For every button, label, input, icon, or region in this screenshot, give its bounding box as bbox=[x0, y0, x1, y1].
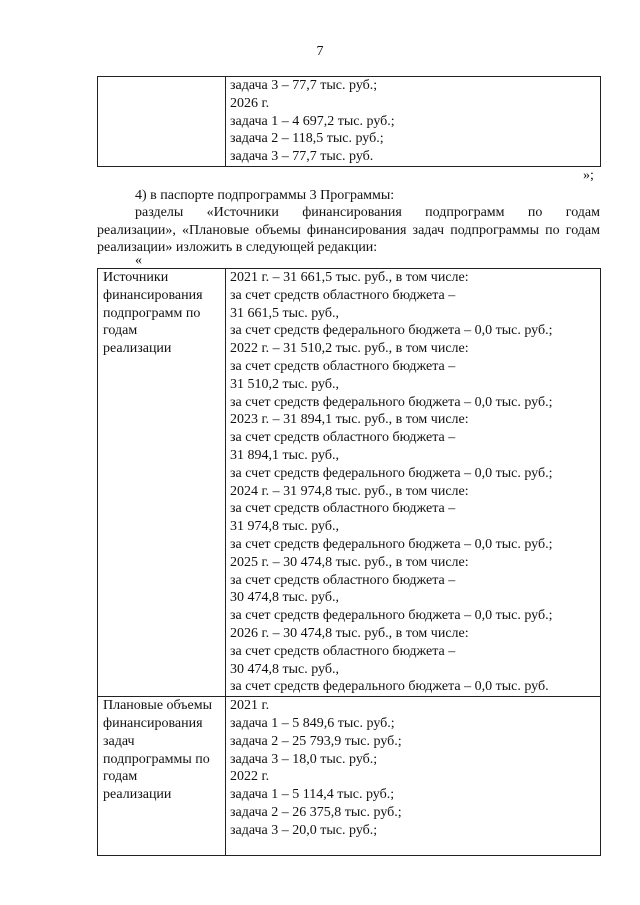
paragraph-rest: реализации», «Плановые объемы финансирования задач подпрограммы по годам реализации» изложить в следующей редакции: bbox=[97, 222, 600, 255]
value-line: задача 2 – 25 793,9 тыс. руб.; bbox=[230, 733, 402, 749]
value-line: задача 3 – 20,0 тыс. руб.; bbox=[230, 822, 378, 838]
value-line: за счет средств областного бюджета – bbox=[230, 358, 456, 374]
value-line: за счет средств областного бюджета – bbox=[230, 501, 456, 517]
label-line: Плановые объемы bbox=[103, 698, 213, 714]
value-line: 2026 г. bbox=[230, 95, 270, 111]
value-line: 2025 г. – 30 474,8 тыс. руб., в том числе: bbox=[230, 554, 469, 570]
value-cell bbox=[226, 77, 601, 167]
continuation-table bbox=[97, 76, 601, 167]
value-line: за счет средств областного бюджета – bbox=[230, 287, 456, 303]
table-row bbox=[98, 77, 601, 167]
label-line: Источники bbox=[103, 270, 169, 285]
value-line: за счет средств федерального бюджета – 0,0 тыс. руб.; bbox=[230, 323, 553, 339]
value-cell bbox=[226, 697, 601, 856]
value-line: за счет средств федерального бюджета – 0,0 тыс. руб.; bbox=[230, 394, 553, 410]
page-number: 7 bbox=[316, 44, 324, 59]
value-line: за счет средств федерального бюджета – 0,0 тыс. руб. bbox=[230, 679, 549, 695]
value-line: за счет средств федерального бюджета – 0,0 тыс. руб.; bbox=[230, 608, 553, 624]
paragraph-body bbox=[97, 204, 600, 257]
table-row bbox=[98, 697, 601, 856]
opening-quote: « bbox=[135, 253, 142, 268]
value-line: 31 974,8 тыс. руб., bbox=[230, 519, 339, 535]
value-line: за счет средств федерального бюджета – 0,0 тыс. руб.; bbox=[230, 536, 553, 552]
table-row bbox=[98, 269, 601, 697]
value-line: 30 474,8 тыс. руб., bbox=[230, 661, 339, 677]
paragraph-first-line: разделы «Источники финансирования подпрограмм по годам bbox=[135, 205, 600, 220]
label-line: годам bbox=[103, 323, 138, 339]
paragraph-heading: 4) в паспорте подпрограммы 3 Программы: bbox=[135, 188, 395, 203]
value-line: 31 510,2 тыс. руб., bbox=[230, 376, 339, 392]
value-line: 31 661,5 тыс. руб., bbox=[230, 305, 339, 321]
value-line: задача 2 – 118,5 тыс. руб.; bbox=[230, 131, 384, 147]
label-line: финансирования bbox=[103, 287, 203, 303]
value-line: 31 894,1 тыс. руб., bbox=[230, 447, 339, 463]
value-line: задача 2 – 26 375,8 тыс. руб.; bbox=[230, 804, 402, 820]
value-cell bbox=[226, 269, 601, 697]
value-line: 2022 г. – 31 510,2 тыс. руб., в том числе: bbox=[230, 341, 469, 357]
value-line: 2023 г. – 31 894,1 тыс. руб., в том числе: bbox=[230, 412, 469, 428]
closing-quote: »; bbox=[583, 168, 594, 183]
value-line: 30 474,8 тыс. руб., bbox=[230, 590, 339, 606]
value-line: задача 1 – 5 849,6 тыс. руб.; bbox=[230, 715, 395, 731]
value-line: за счет средств областного бюджета – bbox=[230, 430, 456, 446]
label-line: реализации bbox=[103, 787, 172, 803]
value-line: 2022 г. bbox=[230, 769, 270, 785]
row-label-cell bbox=[98, 697, 226, 856]
label-line: финансирования bbox=[103, 715, 203, 731]
value-line: задача 3 – 77,7 тыс. руб. bbox=[230, 149, 374, 165]
label-line: подпрограмм по bbox=[103, 305, 201, 321]
passport-table bbox=[97, 268, 601, 856]
label-line: годам bbox=[103, 769, 138, 785]
value-line: за счет средств областного бюджета – bbox=[230, 572, 456, 588]
value-line: 2024 г. – 31 974,8 тыс. руб., в том числе: bbox=[230, 483, 469, 499]
label-line: задач bbox=[103, 733, 135, 749]
row-label-cell bbox=[98, 269, 226, 697]
value-line: 2021 г. – 31 661,5 тыс. руб., в том числе: bbox=[230, 270, 469, 285]
value-line: задача 1 – 5 114,4 тыс. руб.; bbox=[230, 787, 395, 803]
value-line: задача 3 – 77,7 тыс. руб.; bbox=[230, 78, 378, 93]
value-line: задача 3 – 18,0 тыс. руб.; bbox=[230, 751, 378, 767]
label-line: реализации bbox=[103, 341, 172, 357]
value-line: за счет средств федерального бюджета – 0,0 тыс. руб.; bbox=[230, 465, 553, 481]
label-line: подпрограммы по bbox=[103, 751, 210, 767]
value-line: за счет средств областного бюджета – bbox=[230, 643, 456, 659]
value-line: 2026 г. – 30 474,8 тыс. руб., в том числе: bbox=[230, 625, 469, 641]
empty-label-cell bbox=[98, 77, 226, 167]
value-line: 2021 г. bbox=[230, 698, 270, 714]
value-line: задача 1 – 4 697,2 тыс. руб.; bbox=[230, 113, 395, 129]
